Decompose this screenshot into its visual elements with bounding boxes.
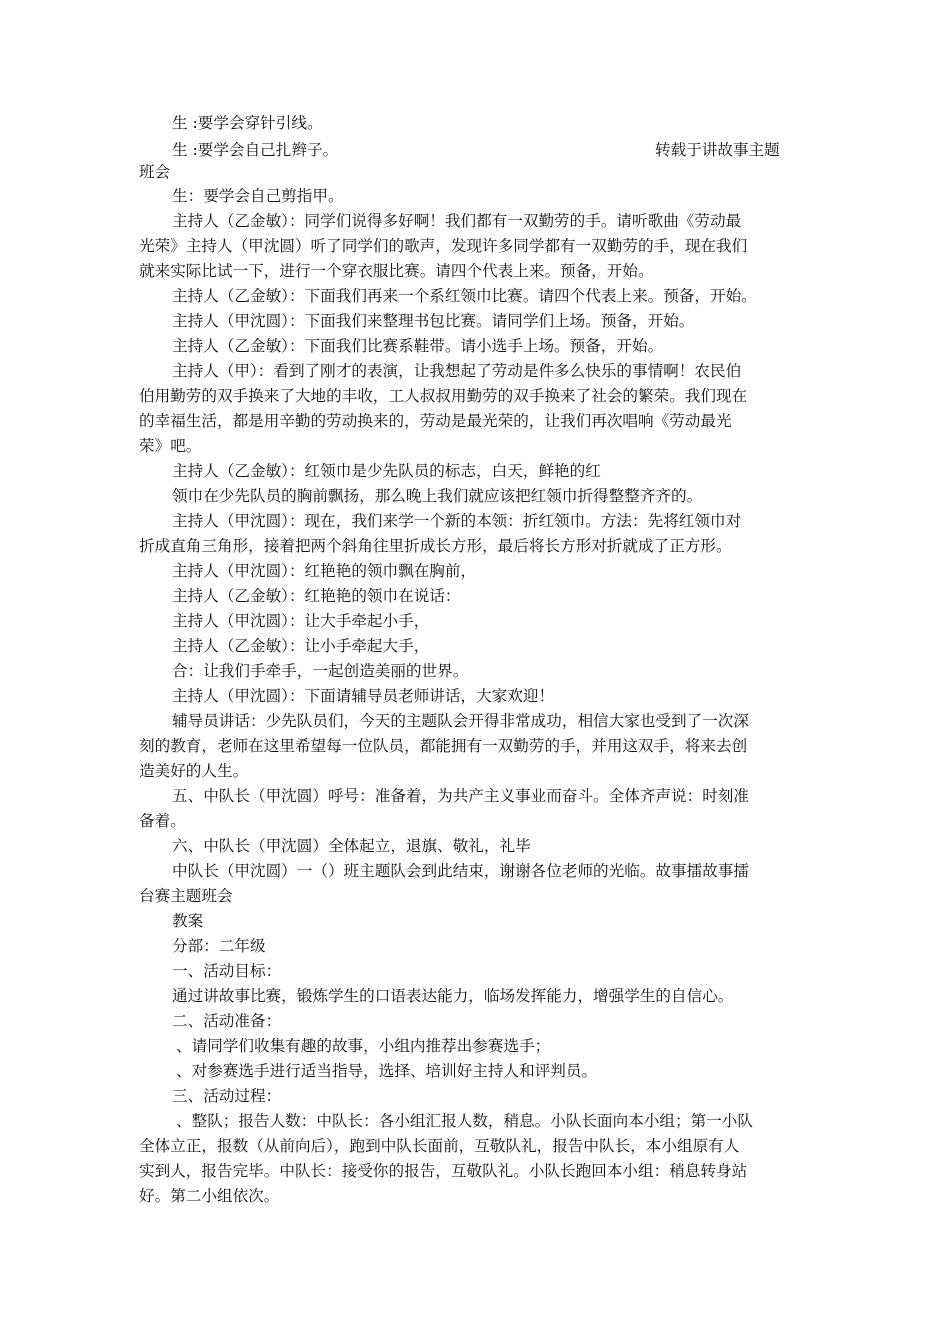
text-line: 好。第二小组依次。	[139, 1187, 280, 1205]
text-line: 光荣》主持人（甲沈圆）听了同学们的歌声，发现许多同学都有一双勤劳的手，现在我们	[139, 237, 748, 255]
text-line: 分部：二年级	[172, 937, 266, 955]
text-line: 伯用勤劳的双手换来了大地的丰收，工人叔叔用勤劳的双手换来了社会的繁荣。我们现在	[139, 387, 748, 405]
text-line: 主持人（乙金敏）：红领巾是少先队员的标志，白天，鲜艳的红	[172, 462, 601, 480]
text-line: 主持人（甲）：看到了刚才的表演，让我想起了劳动是件多么快乐的事情啊！农民伯	[172, 362, 742, 380]
text-line: 三、活动过程：	[172, 1087, 282, 1105]
text-line: 主持人（甲沈圆）：红艳艳的领巾飘在胸前，	[172, 562, 477, 580]
text-line: 刻的教育，老师在这里希望每一位队员，都能拥有一双勤劳的手，并用这双手，将来去创	[139, 737, 748, 755]
text-line: 中队长（甲沈圆）一（）班主题队会到此结束，谢谢各位老师的光临。故事擂故事擂	[172, 862, 749, 880]
text-line: 五、中队长（甲沈圆）呼号：准备着，为共产主义事业而奋斗。全体齐声说：时刻准	[172, 787, 749, 805]
text-line: 通过讲故事比赛，锻炼学生的口语表达能力，临场发挥能力，增强学生的自信心。	[172, 987, 734, 1005]
reprint-note: 转载于讲故事主题	[655, 141, 780, 159]
text-line: 二、活动准备：	[172, 1012, 282, 1030]
text-line: 备着。	[139, 812, 186, 830]
text-line: 合：让我们手牵手，一起创造美丽的世界。	[172, 662, 469, 680]
text-line: 一、活动目标：	[172, 962, 282, 980]
text-line: 、请同学们收集有趣的故事，小组内推荐出参赛选手；	[176, 1037, 551, 1055]
text-line: 就来实际比试一下，进行一个穿衣服比赛。请四个代表上来。预备，开始。	[139, 262, 654, 280]
text-line: 、整队；报告人数：中队长：各小组汇报人数，稍息。小队长面向本小组；第一小队	[176, 1112, 753, 1130]
text-line: 荣》吧。	[139, 437, 202, 455]
text-line: 主持人（乙金敏）：下面我们再来一个系红领巾比赛。请四个代表上来。预备，开始。	[172, 287, 757, 305]
text-line: 主持人（甲沈圆）：让大手牵起小手，	[172, 612, 430, 630]
text-line: 折成直角三角形，接着把两个斜角往里折成长方形，最后将长方形对折就成了正方形。	[139, 537, 732, 555]
text-line: 全体立正，报数（从前向后），跑到中队长面前，互敬队礼，报告中队长，本小组原有人	[139, 1137, 740, 1155]
text-line: 主持人（乙金敏）：下面我们比赛系鞋带。请小选手上场。预备，开始。	[172, 337, 664, 355]
text-line: 的幸福生活，都是用辛勤的劳动换来的，劳动是最光荣的，让我们再次唱响《劳动最光	[139, 412, 732, 430]
text-line: 台赛主题班会	[139, 887, 233, 905]
text-line: 辅导员讲话：少先队员们，今天的主题队会开得非常成功，相信大家也受到了一次深	[172, 712, 749, 730]
text-line: 生 :要学会自己扎辫子。	[172, 141, 339, 159]
text-line: 主持人（乙金敏）：红艳艳的领巾在说话：	[172, 587, 461, 605]
text-line: 实到人，报告完毕。中队长：接受你的报告，互敬队礼。小队长跑回本小组：稍息转身站	[139, 1162, 748, 1180]
text-line: 主持人（甲沈圆）：下面请辅导员老师讲话，大家欢迎！	[172, 687, 555, 705]
text-line: 领巾在少先队员的胸前飘扬，那么晚上我们就应该把红领巾折得整整齐齐的。	[172, 487, 703, 505]
text-line: 教案	[172, 912, 204, 930]
text-line: 生：要学会自己剪指甲。	[172, 187, 344, 205]
text-line: 、对参赛选手进行适当指导，选择、培训好主持人和评判员。	[176, 1062, 598, 1080]
text-line: 主持人（乙金敏）：同学们说得多好啊！我们都有一双勤劳的手。请听歌曲《劳动最	[172, 212, 742, 230]
text-line: 六、中队长（甲沈圆）全体起立，退旗、敬礼，礼毕	[172, 837, 531, 855]
text-line: 主持人（乙金敏）：让小手牵起大手，	[172, 637, 430, 655]
text-line: 造美好的人生。	[139, 762, 249, 780]
text-line: 主持人（甲沈圆）：下面我们来整理书包比赛。请同学们上场。预备，开始。	[172, 312, 695, 330]
text-line: 班会	[139, 163, 171, 181]
text-line: 生 :要学会穿针引线。	[172, 114, 323, 132]
text-line: 主持人（甲沈圆）：现在，我们来学一个新的本领：折红领巾。方法：先将红领巾对	[172, 512, 742, 530]
